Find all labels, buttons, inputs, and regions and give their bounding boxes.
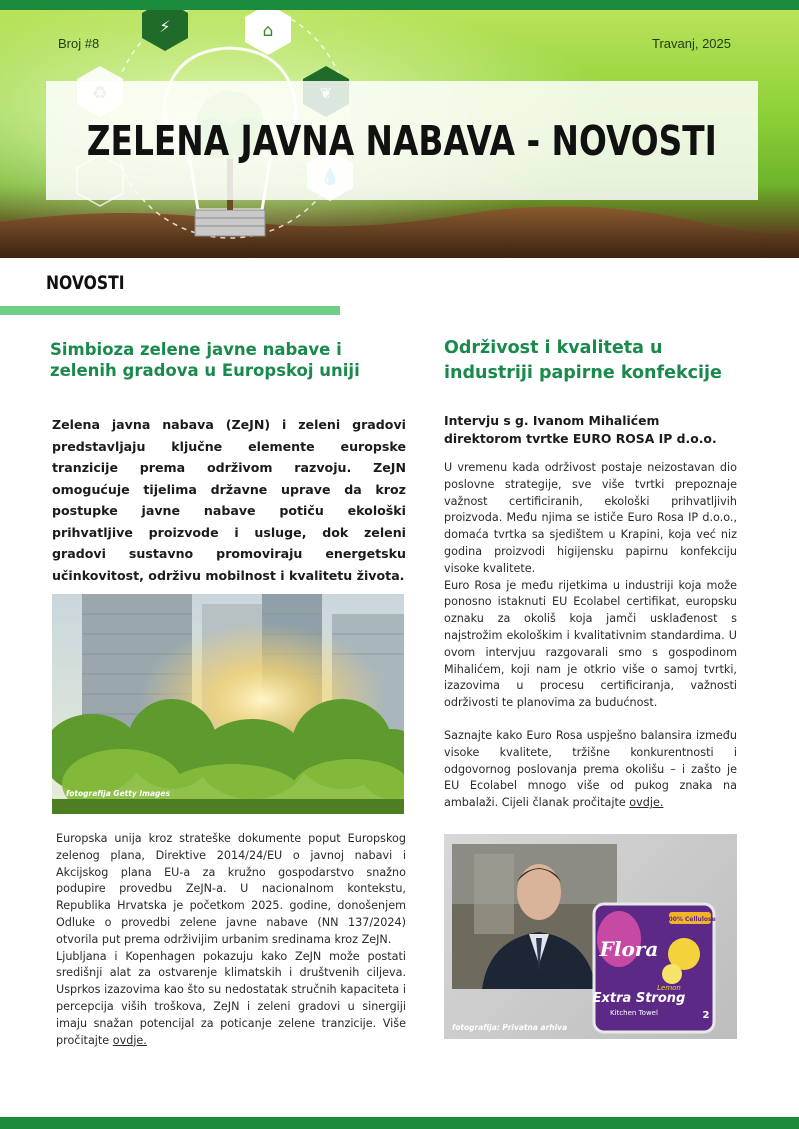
- article-right-paragraph-3: [444, 728, 737, 812]
- article-right-paragraph-2: Euro Rosa je među rijetkima u industriji koja može ponosno istaknuti EU Ecolabel certifikat, europsku oznaku za okoliš koja jamči usklađenost s najstrožim ekološkim i kvalitativnim standardima. U ovom intervjuu razgovarali smo s gospodinom Mihalićem, koji nam je otkrio više o samoj tvrtki, izazovima u procesu certificiranja, važnosti održivosti te planovima za budućnost.: [444, 578, 737, 710]
- product-count: 2: [702, 1009, 710, 1021]
- article-right-read-more-link[interactable]: ovdje.: [629, 796, 664, 810]
- interview-illustration: [444, 834, 737, 1039]
- svg-text:⚡: ⚡: [159, 17, 171, 36]
- article-left-title: Simbioza zelene javne nabave i zelenih gradova u Europskoj uniji: [50, 340, 360, 380]
- interview-photo: [444, 834, 737, 1039]
- article-right: [444, 336, 737, 1039]
- right-photo-credit: fotografija: Privatna arhiva: [452, 1022, 568, 1032]
- bottom-accent-bar: [0, 1117, 799, 1129]
- article-right-paragraph-3-text: Saznajte kako Euro Rosa uspješno balansira između visoke kvalitete, tržišne konkurentnosti i odgovornog poslovanja prema okolišu – i zašto je EU Ecolabel mnogo više od pukog znaka na ambalaži. Cijeli članak pročitajte: [444, 728, 737, 810]
- issue-number: Broj #8: [58, 36, 100, 51]
- article-left-read-more-link[interactable]: ovdje.: [112, 1033, 147, 1047]
- article-right-title: Održivost i kvaliteta u industriji papirne konfekcije: [444, 338, 722, 383]
- top-accent-bar: [0, 0, 799, 10]
- bulb-base: [195, 210, 265, 236]
- product-variant: Lemon: [657, 983, 681, 992]
- city-forest-photo: [52, 594, 404, 814]
- hero-banner: [0, 10, 799, 258]
- article-left-paragraph-2: [50, 949, 406, 1050]
- article-left: [50, 339, 406, 1049]
- article-right-paragraph-1: U vremenu kada održivost postaje neizostavan dio poslovne strategije, sve više tvrtki prepoznaje važnost certificiranih, ekološki prihvatljivih proizvoda. Među njima se ističe Euro Rosa IP d.o.o., domaća tvrtka sa sjedištem u Krapini, koja već niz godina proizvodi higijensku papirnu konfekciju visoke kvalitete.: [444, 461, 737, 575]
- title-box: [46, 81, 758, 200]
- section-rule: [0, 306, 340, 315]
- product-brand: Flora: [599, 936, 659, 961]
- product-line2: Kitchen Towel: [610, 1008, 658, 1017]
- issue-date: Travanj, 2025: [651, 36, 731, 51]
- city-forest-illustration: [52, 594, 404, 814]
- left-photo-credit: fotografija Getty Images: [66, 789, 170, 798]
- article-left-paragraph-2-text: Ljubljana i Kopenhagen pokazuju kako ZeJN može postati središnji alat za ostvarenje klimatskih i društvenih ciljeva. Usprkos izazovima kao što su nedostatak stručnih kapaciteta i percepcija viših troškova, ZeJN i zeleni gradovi u sinergiji imaju snažan potencijal za poticanje zelene tranzicije. Više pročitajte: [56, 949, 406, 1047]
- section-label: NOVOSTI: [46, 272, 125, 294]
- newsletter-title: ZELENA JAVNA NABAVA - NOVOSTI: [86, 116, 718, 165]
- svg-text:⌂: ⌂: [262, 21, 274, 41]
- person-face: [517, 864, 561, 920]
- product-line1: Extra Strong: [592, 990, 686, 1006]
- product-badge: 100% Cellulose: [664, 915, 716, 923]
- article-left-lead: Zelena javna nabava (ZeJN) i zeleni gradovi predstavljaju ključne elemente europske tranzicije prema održivom razvoju. ZeJN omogućuje tijelima državne uprave da kroz postupke javne nabave potiču ekološki prihvatljive proizvode i usluge, dok zeleni gradovi sustavno promoviraju energetsku učinkovitost, održivu mobilnost i kvalitetu života.: [52, 417, 406, 583]
- flora-product-pack: [593, 904, 716, 1032]
- article-left-paragraph-1: Europska unija kroz strateške dokumente poput Europskog zelenog plana, Direktive 2014/24/EU o javnoj nabavi i Akcijskog plana EU-a za kružno gospodarstvo snažno podupire provedbu ZeJN-a. U nacionalnom kontekstu, Republika Hrvatska je početkom 2025. godine, donošenjem Odluke o provedbi zelene javne nabave (NN 137/2024) otvorila put prema održivijim urbanim sredinama kroz ZeJN.: [56, 832, 406, 946]
- interview-subtitle: Intervju s g. Ivanom Mihalićem direktorom tvrtke EURO ROSA IP d.o.o.: [444, 413, 717, 446]
